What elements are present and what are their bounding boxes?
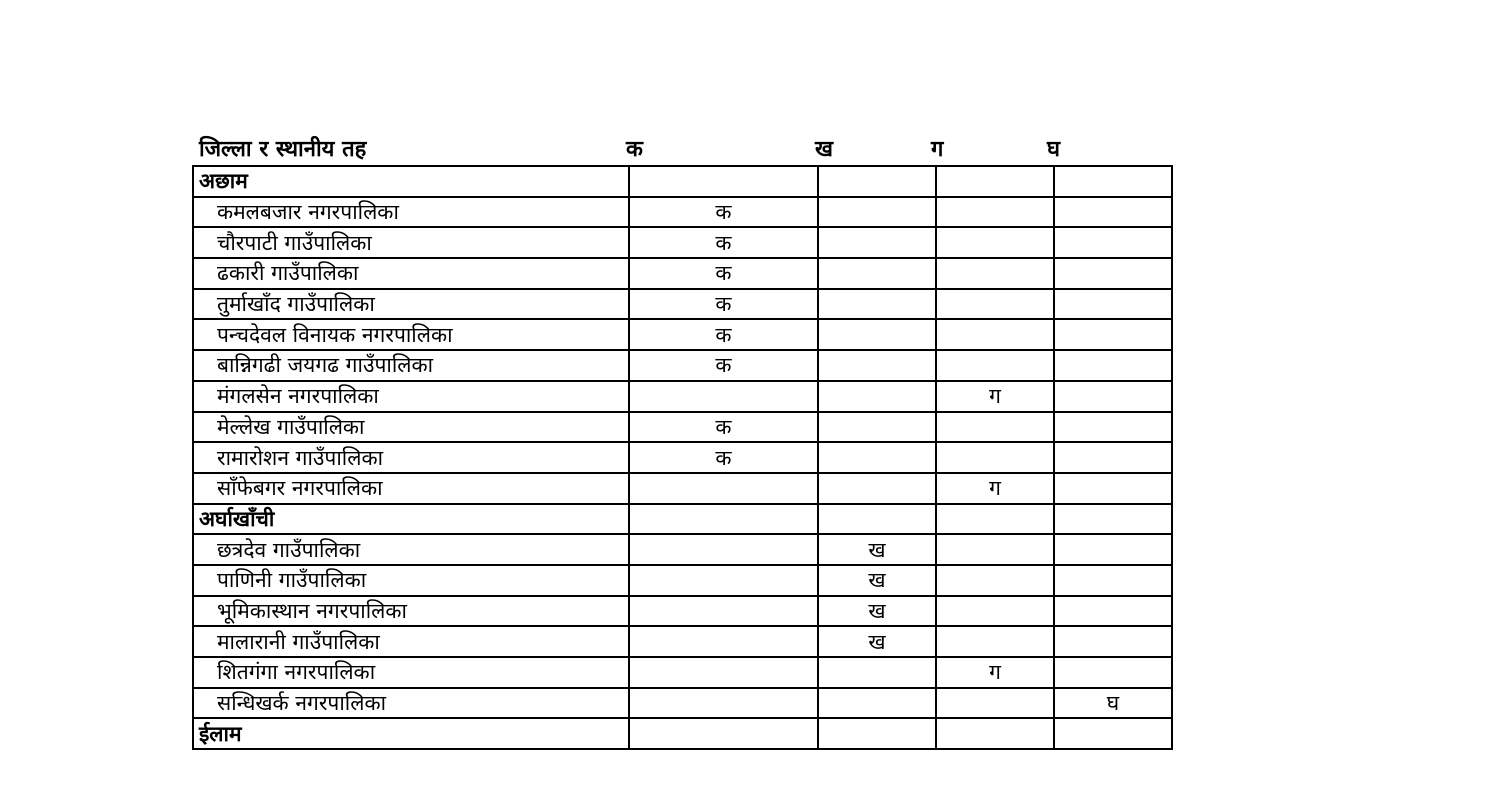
category-kha-cell	[818, 657, 936, 688]
district-name: अछाम	[193, 166, 629, 197]
category-gha-cell	[1054, 473, 1172, 504]
header-category-gha: घ	[1047, 137, 1061, 162]
category-gha-cell	[1054, 534, 1172, 565]
category-ka-cell: क	[629, 412, 818, 443]
category-ka-cell: क	[629, 227, 818, 258]
category-ga-cell: ग	[936, 657, 1054, 688]
category-ga-cell	[936, 565, 1054, 596]
row-name: सन्धिखर्क नगरपालिका	[193, 688, 629, 719]
category-ga-cell	[936, 504, 1054, 535]
local-level-row	[193, 227, 1172, 258]
category-ka-cell	[629, 473, 818, 504]
category-gha-cell	[1054, 166, 1172, 197]
row-name: रामारोशन गाउँपालिका	[193, 442, 629, 473]
local-level-row	[193, 350, 1172, 381]
row-name: पाणिनी गाउँपालिका	[193, 565, 629, 596]
category-ka-cell: क	[629, 319, 818, 350]
category-ga-cell	[936, 258, 1054, 289]
category-gha-cell	[1054, 197, 1172, 228]
local-level-row	[193, 197, 1172, 228]
header-name-column: जिल्ला र स्थानीय तह	[199, 137, 367, 162]
category-kha-cell	[818, 289, 936, 320]
category-ga-cell	[936, 289, 1054, 320]
local-level-row	[193, 319, 1172, 350]
category-ga-cell	[936, 350, 1054, 381]
header-category-kha: ख	[815, 137, 833, 162]
row-name: कमलबजार नगरपालिका	[193, 197, 629, 228]
row-name: पन्चदेवल विनायक नगरपालिका	[193, 319, 629, 350]
local-level-row	[193, 626, 1172, 657]
category-ga-cell	[936, 718, 1054, 749]
category-gha-cell	[1054, 381, 1172, 412]
local-level-row	[193, 442, 1172, 473]
category-ka-cell	[629, 565, 818, 596]
row-name: शितगंगा नगरपालिका	[193, 657, 629, 688]
category-ga-cell	[936, 227, 1054, 258]
category-kha-cell: ख	[818, 596, 936, 627]
local-level-row	[193, 258, 1172, 289]
district-name: ईलाम	[193, 718, 629, 749]
category-ka-cell	[629, 381, 818, 412]
category-ga-cell	[936, 166, 1054, 197]
category-gha-cell	[1054, 319, 1172, 350]
category-kha-cell	[818, 166, 936, 197]
category-ga-cell	[936, 442, 1054, 473]
category-gha-cell	[1054, 412, 1172, 443]
category-kha-cell: ख	[818, 534, 936, 565]
category-kha-cell	[818, 473, 936, 504]
category-ka-cell: क	[629, 289, 818, 320]
local-level-row	[193, 688, 1172, 719]
category-kha-cell	[818, 350, 936, 381]
local-level-row	[193, 565, 1172, 596]
category-kha-cell	[818, 258, 936, 289]
local-level-row	[193, 473, 1172, 504]
category-kha-cell	[818, 227, 936, 258]
row-name: मालारानी गाउँपालिका	[193, 626, 629, 657]
category-ka-cell: क	[629, 442, 818, 473]
category-ga-cell	[936, 596, 1054, 627]
category-ga-cell	[936, 626, 1054, 657]
category-ka-cell	[629, 504, 818, 535]
row-name: मेल्लेख गाउँपालिका	[193, 412, 629, 443]
row-name: भूमिकास्थान नगरपालिका	[193, 596, 629, 627]
local-level-row	[193, 596, 1172, 627]
category-ga-cell	[936, 534, 1054, 565]
local-level-row	[193, 534, 1172, 565]
category-gha-cell	[1054, 350, 1172, 381]
category-ga-cell	[936, 319, 1054, 350]
table-body	[193, 166, 1172, 749]
category-kha-cell	[818, 319, 936, 350]
header-category-ga: ग	[931, 137, 944, 162]
local-level-table	[192, 165, 1173, 750]
local-level-row	[193, 412, 1172, 443]
row-name: मंगलसेन नगरपालिका	[193, 381, 629, 412]
category-ga-cell	[936, 412, 1054, 443]
category-gha-cell	[1054, 504, 1172, 535]
category-kha-cell	[818, 688, 936, 719]
category-gha-cell	[1054, 718, 1172, 749]
category-gha-cell	[1054, 657, 1172, 688]
district-name: अर्घाखाँची	[193, 504, 629, 535]
row-name: साँफेबगर नगरपालिका	[193, 473, 629, 504]
category-ga-cell: ग	[936, 473, 1054, 504]
category-ka-cell: क	[629, 197, 818, 228]
category-ka-cell: क	[629, 258, 818, 289]
district-row	[193, 166, 1172, 197]
district-row	[193, 718, 1172, 749]
category-ka-cell	[629, 534, 818, 565]
row-name: ढकारी गाउँपालिका	[193, 258, 629, 289]
district-row	[193, 504, 1172, 535]
category-gha-cell	[1054, 565, 1172, 596]
category-ka-cell	[629, 166, 818, 197]
category-ga-cell	[936, 688, 1054, 719]
category-kha-cell	[818, 442, 936, 473]
category-gha-cell	[1054, 442, 1172, 473]
category-kha-cell: ख	[818, 626, 936, 657]
category-ka-cell	[629, 626, 818, 657]
row-name: बान्निगढी जयगढ गाउँपालिका	[193, 350, 629, 381]
local-level-row	[193, 289, 1172, 320]
category-gha-cell	[1054, 626, 1172, 657]
category-ka-cell	[629, 718, 818, 749]
category-ka-cell	[629, 596, 818, 627]
local-level-row	[193, 381, 1172, 412]
category-ka-cell	[629, 688, 818, 719]
category-kha-cell	[818, 197, 936, 228]
local-level-row	[193, 657, 1172, 688]
category-kha-cell	[818, 412, 936, 443]
header-category-ka: क	[626, 137, 643, 162]
category-gha-cell	[1054, 258, 1172, 289]
category-kha-cell	[818, 718, 936, 749]
row-name: छत्रदेव गाउँपालिका	[193, 534, 629, 565]
category-ka-cell: क	[629, 350, 818, 381]
category-ga-cell: ग	[936, 381, 1054, 412]
category-kha-cell	[818, 504, 936, 535]
row-name: तुर्माखाँद गाउँपालिका	[193, 289, 629, 320]
category-kha-cell: ख	[818, 565, 936, 596]
category-gha-cell	[1054, 596, 1172, 627]
category-kha-cell	[818, 381, 936, 412]
row-name: चौरपाटी गाउँपालिका	[193, 227, 629, 258]
category-ka-cell	[629, 657, 818, 688]
category-gha-cell: घ	[1054, 688, 1172, 719]
category-ga-cell	[936, 197, 1054, 228]
category-gha-cell	[1054, 227, 1172, 258]
category-gha-cell	[1054, 289, 1172, 320]
